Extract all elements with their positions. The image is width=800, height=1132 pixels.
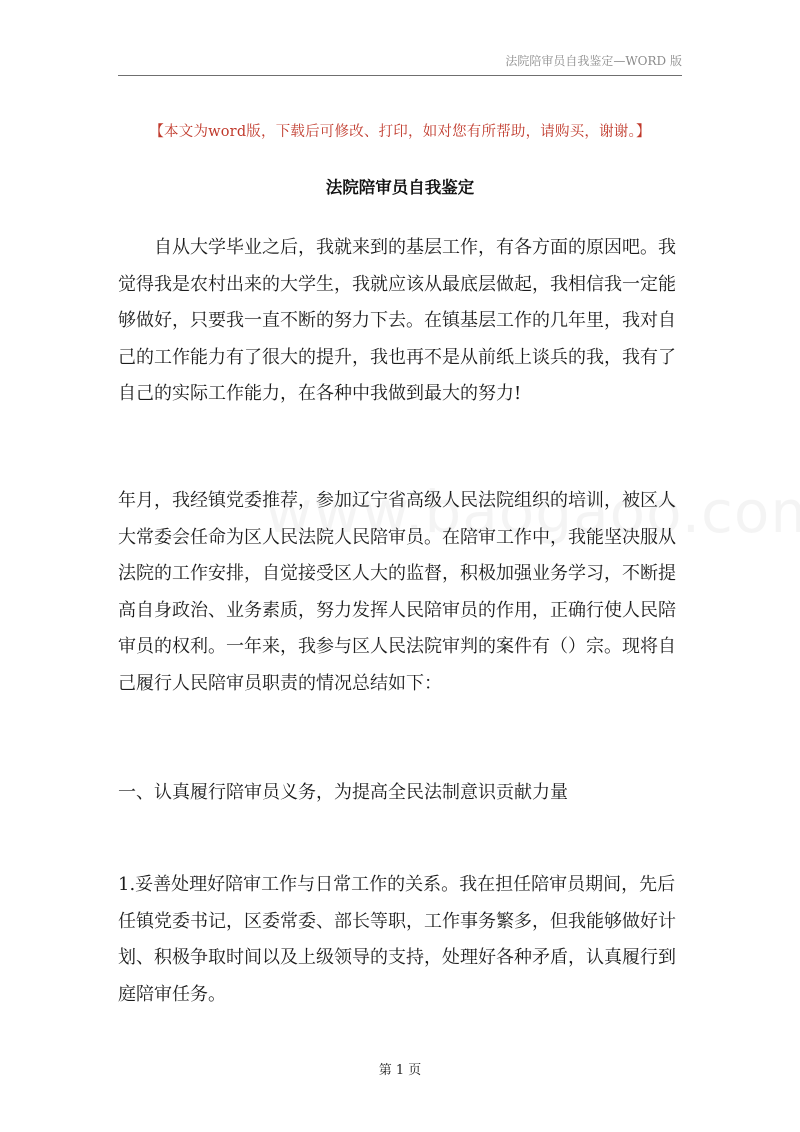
paragraph-intro: 自从大学毕业之后，我就来到的基层工作，有各方面的原因吧。我觉得我是农村出来的大学生，我就应该从最底层做起，我相信我一定能够做好，只要我一直不断的努力下去。在镇基层工作的几年里，我对自己的工作能力有了很大的提升，我也再不是从前纸上谈兵的我，我有了自己的实际工作能力，在各种中我做到最大的努力!	[118, 237, 676, 405]
paragraph-item-1: 1.妥善处理好陪审工作与日常工作的关系。我在担任陪审员期间，先后任镇党委书记，区委常委、部长等职，工作事务繁多，但我能够做好计划、积极争取时间以及上级领导的支持，处理好各种矛盾，认真履行到庭陪审任务。	[118, 874, 676, 1005]
page-number: 第 1 页	[378, 1063, 422, 1078]
purchase-notice: 【本文为word版，下载后可修改、打印，如对您有所帮助，请购买，谢谢。】	[149, 124, 651, 140]
section-heading-1: 一、认真履行陪审员义务，为提高全民法制意识贡献力量	[118, 782, 568, 803]
header-divider	[118, 75, 682, 76]
paragraph-appointment: 年月，我经镇党委推荐，参加辽宁省高级人民法院组织的培训，被区人大常委会任命为区人民法院人民陪审员。在陪审工作中，我能坚决服从法院的工作安排，自觉接受区人大的监督，积极加强业务学习，不断提高自身政治、业务素质，努力发挥人民陪审员的作用，正确行使人民陪审员的权利。一年来，我参与区人民法院审判的案件有（）宗。现将自己履行人民陪审员职责的情况总结如下：	[118, 490, 676, 694]
document-title: 法院陪审员自我鉴定	[325, 178, 475, 197]
running-header: 法院陪审员自我鉴定—WORD 版	[505, 54, 682, 68]
